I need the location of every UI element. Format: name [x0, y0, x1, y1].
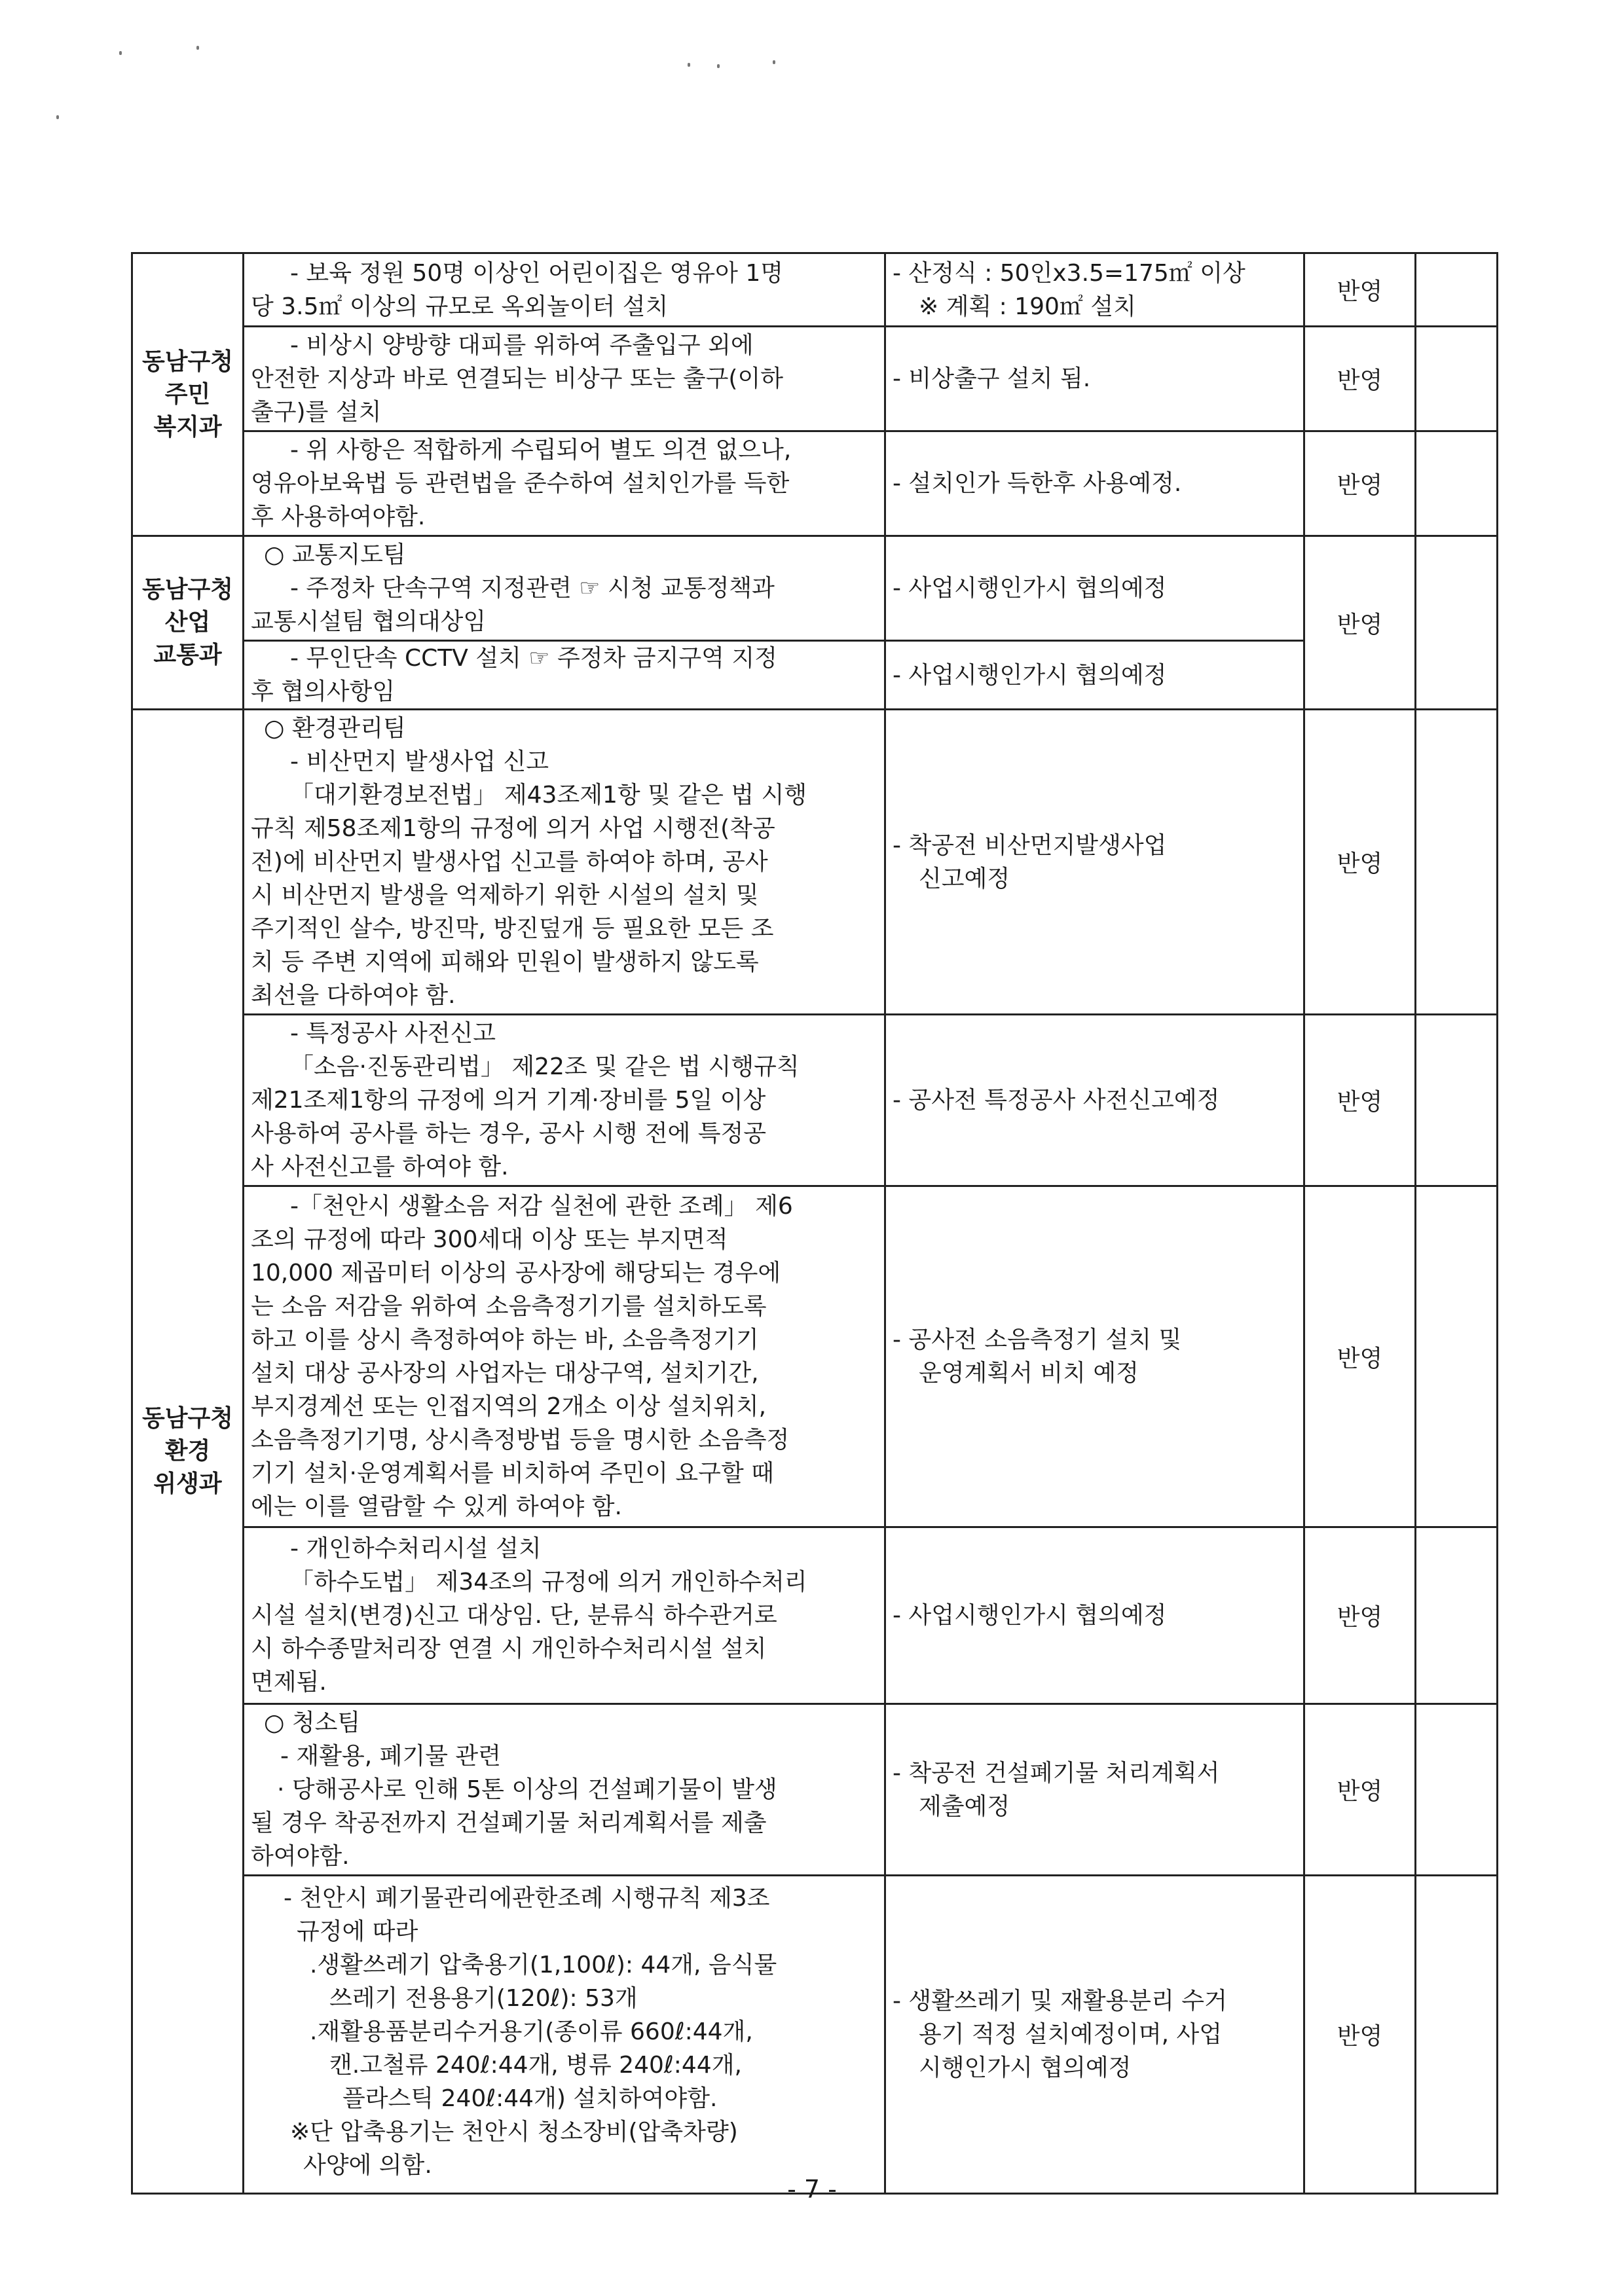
review-table [131, 252, 1498, 2195]
table-row [132, 431, 1498, 536]
content-cell: - 보육 정원 50명 이상인 어린이집은 영유아 1명 당 3.5㎡ 이상의 규모로 옥외놀이터 설치 [244, 253, 885, 327]
result-cell: 반영 [1304, 1876, 1416, 2194]
plan-cell: - 착공전 건설폐기물 처리계획서 제출예정 [885, 1704, 1304, 1876]
scan-speck [688, 63, 690, 67]
blank-cell [1416, 1876, 1498, 2194]
blank-cell [1416, 1704, 1498, 1876]
content-cell: -「천안시 생활소음 저감 실천에 관한 조례」 제6 조의 규정에 따라 300세대 이상 또는 부지면적 10,000 제곱미터 이상의 공사장에 해당되는 경우에 는 소음 저감을 위하여 소음측정기기를 설치하도록 하고 이를 상시 측정하여야 하는 바, 소음측정기기 설치 대상 공사장의 사업자는 대상구역, 설치기간, 부지경계선 또는 인접지역의 2개소 이상 설치위치, 소음측정기기명, 상시측정방법 등을 명시한 소음측정 기기 설치·운영계획서를 비치하여 주민이 요구할 때 에는 이를 열람할 수 있게 하여야 함. [244, 1186, 885, 1527]
blank-cell [1416, 431, 1498, 536]
blank-cell [1416, 253, 1498, 327]
result-cell: 반영 [1304, 1186, 1416, 1527]
plan-cell: - 생활쓰레기 및 재활용분리 수거 용기 적정 설치예정이며, 사업 시행인가시 협의예정 [885, 1876, 1304, 2194]
result-cell: 반영 [1304, 327, 1416, 431]
result-cell: 반영 [1304, 1527, 1416, 1704]
content-cell: - 위 사항은 적합하게 수립되어 별도 의견 없으나, 영유아보육법 등 관련법을 준수하여 설치인가를 득한 후 사용하여야함. [244, 431, 885, 536]
table-row [132, 710, 1498, 1015]
plan-cell: - 사업시행인가시 협의예정 [885, 1527, 1304, 1704]
table-row [132, 1876, 1498, 2194]
dept-cell: 동남구청 환경 위생과 [132, 710, 244, 2194]
table-row [132, 1015, 1498, 1186]
blank-cell [1416, 536, 1498, 710]
scan-speck [717, 64, 720, 68]
content-cell: - 개인하수처리시설 설치 「하수도법」 제34조의 규정에 의거 개인하수처리 시설 설치(변경)신고 대상임. 단, 분류식 하수관거로 시 하수종말처리장 연결 시 개인하수처리시설 설치 면제됨. [244, 1527, 885, 1704]
dept-cell: 동남구청 주민 복지과 [132, 253, 244, 536]
result-cell: 반영 [1304, 1015, 1416, 1186]
page-number: - 7 - [787, 2175, 837, 2204]
scan-speck [119, 51, 122, 55]
result-cell: 반영 [1304, 431, 1416, 536]
result-cell: 반영 [1304, 710, 1416, 1015]
content-cell: - 특정공사 사전신고 「소음·진동관리법」 제22조 및 같은 법 시행규칙 제21조제1항의 규정에 의거 기계·장비를 5일 이상 사용하여 공사를 하는 경우, 공사 시행 전에 특정공 사 사전신고를 하여야 함. [244, 1015, 885, 1186]
table-row [132, 641, 1498, 710]
table-row [132, 327, 1498, 431]
content-cell: - 천안시 폐기물관리에관한조례 시행규칙 제3조 규정에 따라 .생활쓰레기 압축용기(1,100ℓ): 44개, 음식물 쓰레기 전용용기(120ℓ): 53개 .재활용품분리수거용기(종이류 660ℓ:44개, 캔.고철류 240ℓ:44개, 병류 240ℓ:44개, 플라스틱 240ℓ:44개) 설치하여야함. ※단 압축용기는 천안시 청소장비(압축차량) 사양에 의함. [244, 1876, 885, 2194]
result-cell: 반영 [1304, 1704, 1416, 1876]
table-row [132, 536, 1498, 641]
plan-cell: - 사업시행인가시 협의예정 [885, 536, 1304, 641]
plan-cell: - 산정식 : 50인x3.5=175㎡ 이상 ※ 계획 : 190㎡ 설치 [885, 253, 1304, 327]
dept-cell: 동남구청 산업 교통과 [132, 536, 244, 710]
blank-cell [1416, 1186, 1498, 1527]
content-cell: - 비상시 양방향 대피를 위하여 주출입구 외에 안전한 지상과 바로 연결되는 비상구 또는 출구(이하 출구)를 설치 [244, 327, 885, 431]
scan-speck [56, 115, 59, 119]
plan-cell: - 설치인가 득한후 사용예정. [885, 431, 1304, 536]
blank-cell [1416, 1527, 1498, 1704]
content-cell: ○ 교통지도팀 - 주정차 단속구역 지정관련 ☞ 시청 교통정책과 교통시설팀 협의대상임 [244, 536, 885, 641]
content-cell: ○ 청소팀 - 재활용, 폐기물 관련 · 당해공사로 인해 5톤 이상의 건설폐기물이 발생 될 경우 착공전까지 건설폐기물 처리계획서를 제출 하여야함. [244, 1704, 885, 1876]
content-cell: ○ 환경관리팀 - 비산먼지 발생사업 신고 「대기환경보전법」 제43조제1항 및 같은 법 시행 규칙 제58조제1항의 규정에 의거 사업 시행전(착공 전)에 비산먼지 발생사업 신고를 하여야 하며, 공사 시 비산먼지 발생을 억제하기 위한 시설의 설치 및 주기적인 살수, 방진막, 방진덮개 등 필요한 모든 조 치 등 주변 지역에 피해와 민원이 발생하지 않도록 최선을 다하여야 함. [244, 710, 885, 1015]
result-cell: 반영 [1304, 253, 1416, 327]
blank-cell [1416, 1015, 1498, 1186]
result-cell: 반영 [1304, 536, 1416, 710]
table-row [132, 1704, 1498, 1876]
plan-cell: - 공사전 특정공사 사전신고예정 [885, 1015, 1304, 1186]
plan-cell: - 공사전 소음측정기 설치 및 운영계획서 비치 예정 [885, 1186, 1304, 1527]
scan-speck [773, 60, 775, 64]
plan-cell: - 착공전 비산먼지발생사업 신고예정 [885, 710, 1304, 1015]
table-row [132, 253, 1498, 327]
plan-cell: - 사업시행인가시 협의예정 [885, 641, 1304, 710]
blank-cell [1416, 327, 1498, 431]
scan-speck [196, 46, 199, 50]
plan-cell: - 비상출구 설치 됨. [885, 327, 1304, 431]
blank-cell [1416, 710, 1498, 1015]
content-cell: - 무인단속 CCTV 설치 ☞ 주정차 금지구역 지정 후 협의사항임 [244, 641, 885, 710]
table-row [132, 1186, 1498, 1527]
table-row [132, 1527, 1498, 1704]
